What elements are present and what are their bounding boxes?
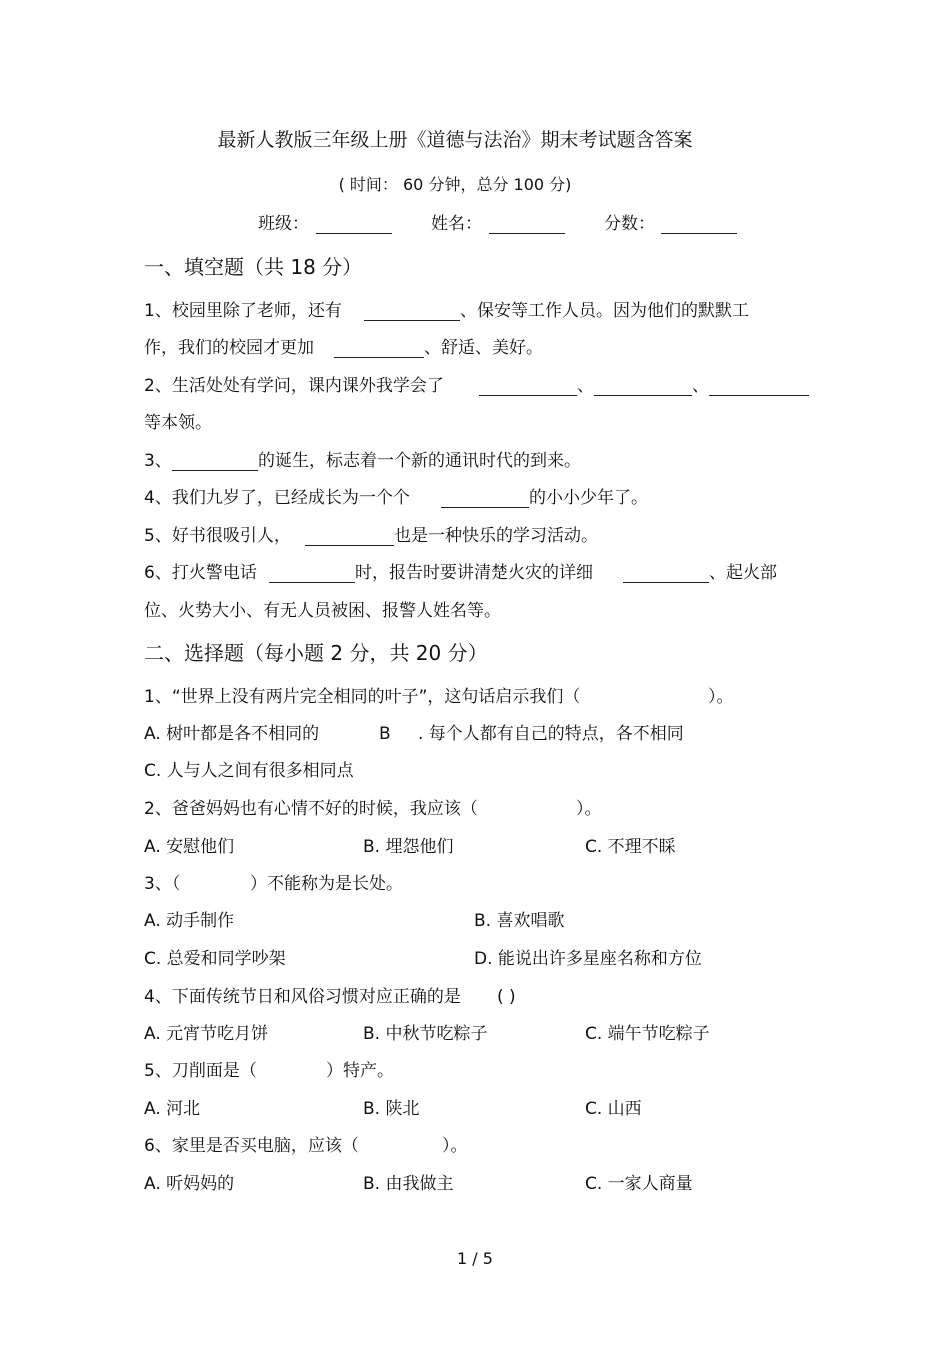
q1-text-d: 、舒适、美好。 bbox=[424, 338, 543, 358]
name-field[interactable] bbox=[489, 233, 565, 234]
score-field[interactable] bbox=[661, 233, 737, 234]
mc1-option-c[interactable]: C. 人与人之间有很多相同点 bbox=[144, 761, 354, 781]
class-field[interactable] bbox=[316, 233, 392, 234]
q1-text-c: 作，我们的校园才更加 bbox=[144, 338, 314, 358]
q5-blank[interactable] bbox=[305, 545, 394, 546]
mc4-option-a[interactable]: A. 元宵节吃月饼 bbox=[144, 1024, 269, 1044]
q2-blank-1[interactable] bbox=[479, 395, 577, 396]
q4-blank[interactable] bbox=[441, 507, 529, 508]
mc1-stem: 1、“世界上没有两片完全相同的叶子”，这句话启示我们（ bbox=[144, 687, 581, 707]
q3-text-b: 的诞生，标志着一个新的通讯时代的到来。 bbox=[258, 451, 581, 471]
mc2-option-c[interactable]: C. 不理不睬 bbox=[585, 837, 676, 857]
mc1-option-b[interactable]: . 每个人都有自己的特点，各不相同 bbox=[418, 724, 684, 744]
section-heading-choice: 二、选择题（每小题 2 分，共 20 分） bbox=[144, 641, 488, 665]
mc2-stem: 2、爸爸妈妈也有心情不好的时候，我应该（ bbox=[144, 799, 478, 819]
q5-text-a: 5、好书很吸引人， bbox=[144, 526, 291, 546]
q1-blank-1[interactable] bbox=[364, 320, 460, 321]
q3-blank[interactable] bbox=[172, 470, 258, 471]
mc4-option-c[interactable]: C. 端午节吃粽子 bbox=[585, 1024, 710, 1044]
q3-text-a: 3、 bbox=[144, 451, 172, 471]
q2-sep-2: 、 bbox=[692, 376, 709, 396]
mc3-stem-a: 3、（ bbox=[144, 874, 181, 894]
q2-blank-2[interactable] bbox=[594, 395, 692, 396]
page-number: 1 / 5 bbox=[457, 1249, 493, 1268]
score-label: 分数： bbox=[604, 214, 655, 234]
name-label: 姓名： bbox=[431, 214, 482, 234]
q2-sep-1: 、 bbox=[577, 376, 594, 396]
q2-text-a: 2、生活处处有学问，课内课外我学会了 bbox=[144, 376, 444, 396]
q6-blank-2[interactable] bbox=[623, 582, 709, 583]
q5-text-b: 也是一种快乐的学习活动。 bbox=[394, 526, 598, 546]
mc1-close: ）。 bbox=[708, 687, 734, 707]
q4-text-b: 的小小少年了。 bbox=[529, 488, 648, 508]
mc3-option-b[interactable]: B. 喜欢唱歌 bbox=[474, 911, 565, 931]
mc3-option-a[interactable]: A. 动手制作 bbox=[144, 911, 235, 931]
mc2-close: ）。 bbox=[576, 799, 602, 819]
mc4-paren: ( ) bbox=[497, 987, 516, 1007]
q6-text-c: 、起火部 bbox=[709, 563, 777, 583]
mc5-option-b[interactable]: B. 陕北 bbox=[363, 1099, 420, 1119]
mc3-option-c[interactable]: C. 总爱和同学吵架 bbox=[144, 949, 286, 969]
mc1-option-a[interactable]: A. 树叶都是各不相同的 bbox=[144, 724, 320, 744]
mc4-option-b[interactable]: B. 中秋节吃粽子 bbox=[363, 1024, 488, 1044]
mc5-option-a[interactable]: A. 河北 bbox=[144, 1099, 201, 1119]
exam-info: ( 时间： 60 分钟，总分 100 分) bbox=[338, 175, 572, 194]
q4-text-a: 4、我们九岁了，已经成长为一个个 bbox=[144, 488, 410, 508]
q2-text-c: 等本领。 bbox=[144, 413, 212, 433]
mc1-option-b-letter[interactable]: B bbox=[379, 724, 391, 744]
q6-text-d: 位、火势大小、有无人员被困、报警人姓名等。 bbox=[144, 601, 501, 621]
q6-text-a: 6、打火警电话 bbox=[144, 563, 257, 583]
mc3-stem-b: ）不能称为是长处。 bbox=[250, 874, 403, 894]
mc6-close: ）。 bbox=[442, 1136, 468, 1156]
mc2-option-a[interactable]: A. 安慰他们 bbox=[144, 837, 235, 857]
mc6-stem: 6、家里是否买电脑，应该（ bbox=[144, 1136, 359, 1156]
q2-blank-3[interactable] bbox=[709, 395, 809, 396]
q6-text-b: 时，报告时要讲清楚火灾的详细 bbox=[355, 563, 593, 583]
mc4-stem: 4、下面传统节日和风俗习惯对应正确的是 bbox=[144, 987, 461, 1007]
mc6-option-c[interactable]: C. 一家人商量 bbox=[585, 1174, 693, 1194]
q1-text-b: 、保安等工作人员。因为他们的默默工 bbox=[460, 301, 749, 321]
q1-text-a: 1、校园里除了老师，还有 bbox=[144, 301, 342, 321]
mc5-option-c[interactable]: C. 山西 bbox=[585, 1099, 642, 1119]
mc2-option-b[interactable]: B. 埋怨他们 bbox=[363, 837, 454, 857]
mc6-option-b[interactable]: B. 由我做主 bbox=[363, 1174, 454, 1194]
q6-blank-1[interactable] bbox=[269, 582, 355, 583]
section-heading-fill-blank: 一、填空题（共 18 分） bbox=[144, 255, 363, 279]
q1-blank-2[interactable] bbox=[334, 357, 424, 358]
page-title: 最新人教版三年级上册《道德与法治》期末考试题含答案 bbox=[217, 129, 693, 151]
mc6-option-a[interactable]: A. 听妈妈的 bbox=[144, 1174, 235, 1194]
mc3-option-d[interactable]: D. 能说出许多星座名称和方位 bbox=[474, 949, 702, 969]
class-label: 班级： bbox=[258, 214, 309, 234]
mc5-stem-a: 5、刀削面是（ bbox=[144, 1061, 257, 1081]
mc5-stem-b: ）特产。 bbox=[326, 1061, 394, 1081]
